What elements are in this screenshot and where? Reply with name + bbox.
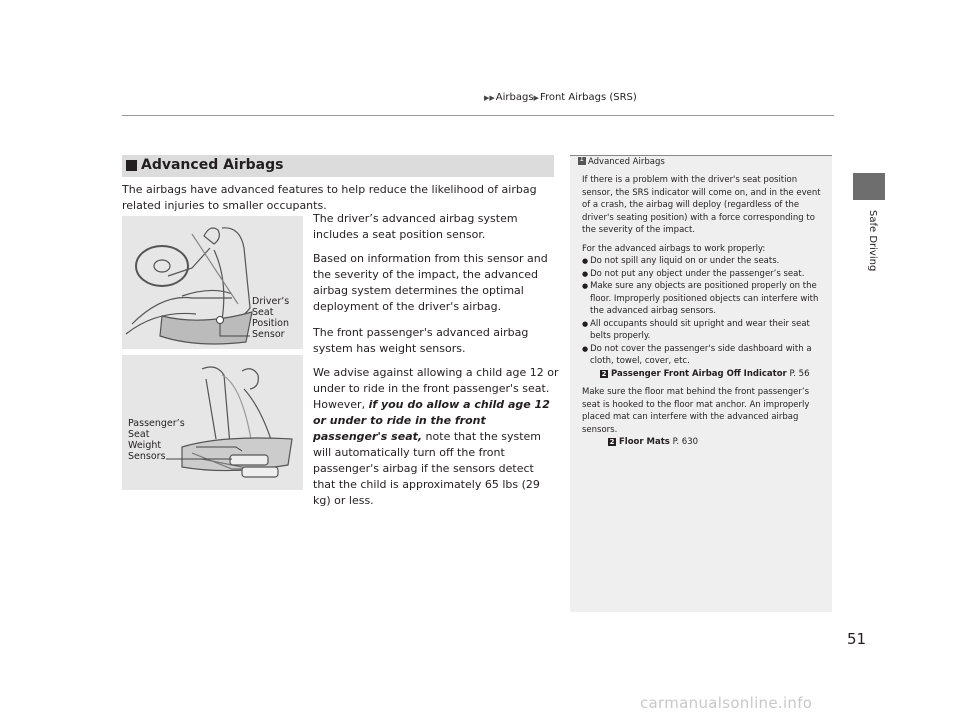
sidebar-paragraph: If there is a problem with the driver's seat position sensor, the SRS indicator will come on, and in the event of a crash, the airbag will deploy (regardless of the driver's seating position) with a force corresponding to the severity of the impact. [582,175,821,235]
driver-seat-sensor-callout [252,296,289,340]
sidebar-paragraph: For the advanced airbags to work properly: [582,243,766,254]
callout-line: Seat [252,307,274,318]
reference-label[interactable]: Floor Mats [619,437,670,447]
callout-line: Weight [128,440,162,451]
callout-line: Driver’s [252,296,290,307]
sidebar-paragraph: Make sure the floor mat behind the front passenger’s seat is hooked to the floor mat anchor. An improperly placed mat can interfere with the advanced airbag sensors. [582,387,810,435]
reference-page: P. 630 [672,437,699,447]
page-reference-icon: 2 [601,369,607,378]
section-title: Advanced Airbags [141,157,284,173]
paragraph-child-warning [313,365,559,509]
page-reference-icon: 2 [609,438,615,446]
section-heading-bar [122,155,554,177]
list-item [582,280,828,318]
breadcrumb-item-front-airbags[interactable]: Front Airbags (SRS) [539,92,637,103]
page-number: 51 [847,630,867,648]
section-tab-label: Safe Driving [867,210,878,272]
passenger-weight-sensors-callout [128,418,185,462]
breadcrumb-item-airbags[interactable]: Airbags [495,92,534,103]
cross-reference-passenger-airbag-indicator[interactable] [582,368,828,381]
breadcrumb [484,92,637,103]
square-bullet-icon [126,160,137,171]
note-number-icon [578,157,586,165]
list-item [582,318,828,343]
list-item [582,268,828,281]
list-item-text: Make sure any objects are positioned properly on the floor. Improperly positioned objects can interfere with the advanced airbag sensors. [590,281,819,316]
text-run: We advise against allowing a child age 12 or under to ride in the front passenger's seat. However, [313,366,559,411]
sidebar-heading-text: Advanced Airbags [588,157,665,167]
driver-seat-figure [122,216,303,349]
intro-text: The airbags have advanced features to help reduce the likelihood of airbag related injuries to smaller occupants. [122,183,537,212]
list-item-text: Do not spill any liquid on or under the seats. [590,256,780,266]
reference-label[interactable]: Passenger Front Airbag Off Indicator [611,368,787,379]
paragraph-passenger-sensors: The front passenger's advanced airbag system has weight sensors. [313,326,529,355]
passenger-seat-figure [122,355,303,490]
paragraph-driver-sensor: The driver’s advanced airbag system includes a seat position sensor. [313,212,518,241]
list-item [582,343,828,368]
callout-line: Seat [128,429,150,440]
list-item-text: Do not cover the passenger's side dashboard with a cloth, towel, cover, etc. [590,343,812,366]
list-item [582,255,828,268]
breadcrumb-arrow-icon: ▶▶ [484,94,495,102]
sidebar-body [582,174,828,449]
watermark: carmanualsonline.info [640,694,813,712]
callout-line: Passenger’s [128,418,185,429]
breadcrumb-arrow-icon: ▶ [533,94,539,102]
reference-page: P. 56 [789,368,810,379]
emphasis-text: if you do allow a child age 12 or under to ride in the front passenger's seat, [313,398,550,443]
sidebar-heading [578,157,665,167]
list-item-text: Do not put any object under the passenger’s seat. [590,268,805,279]
body-text-column [313,211,559,517]
callout-line: Sensor [252,329,285,340]
callout-line: Sensors [128,451,166,462]
callout-line: Position [252,318,289,329]
list-item-text: All occupants should sit upright and wear their seat belts properly. [590,318,810,341]
text-run: note that the system will automatically turn off the front passenger's airbag if the sensors detect that the child is approximately 65 lbs (29 kg) or less. [313,430,541,507]
sidebar-note [570,155,832,612]
paragraph-deployment: Based on information from this sensor and the severity of the impact, the advanced airbag system determines the optimal deployment of the driver's airbag. [313,252,548,313]
section-tab-marker [853,173,885,200]
cross-reference-floor-mats[interactable] [582,436,828,449]
header-divider [122,115,834,116]
sidebar-bullet-list [582,255,828,380]
